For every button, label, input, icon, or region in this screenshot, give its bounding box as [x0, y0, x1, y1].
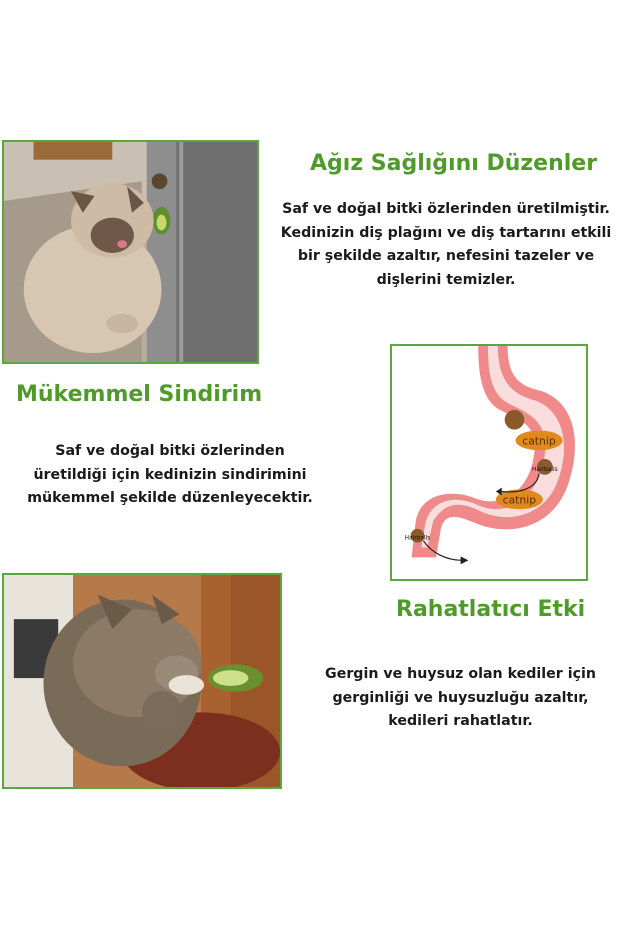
text-line: Kedinizin diş plağını ve diş tartarını etkili: [280, 224, 612, 241]
text-line: gerginliği ve huysuzluğu azaltır,: [332, 689, 589, 706]
text-line: dişlerini temizler.: [376, 271, 516, 288]
oral-health-text: [271, 198, 621, 292]
text-line: üretildiği için kedinizin sindirimini: [33, 466, 307, 483]
catnip-label: catnip: [522, 434, 556, 448]
text-line: mükemmel şekilde düzenleyecektir.: [27, 490, 313, 506]
catnip-label: catnip: [502, 493, 537, 507]
relax-title: Rahatlatıcı Etki: [396, 597, 586, 622]
text-line: bir şekilde azaltır, nefesini tazeler ve: [297, 248, 595, 264]
stomach-diagram: [390, 344, 588, 581]
hairballs-label: Hairballs: [404, 535, 431, 542]
hairballs-label: Hairballs: [532, 466, 558, 473]
digestion-text: [0, 440, 340, 511]
hairball-dot: [505, 410, 525, 430]
cat-licking-toy-photo: [2, 140, 259, 364]
oral-health-title: Ağız Sağlığını Düzenler: [310, 151, 598, 176]
digestion-title: Mükemmel Sindirim: [16, 382, 263, 407]
text-line: kedileri rahatlatır.: [388, 713, 533, 729]
text-line: Saf ve doğal bitki özlerinden üretilmiştir.: [282, 201, 610, 217]
cat-chewing-toy-photo: [2, 573, 282, 789]
text-line: Gergin ve huysuz olan kediler için: [325, 666, 596, 682]
text-line: Saf ve doğal bitki özlerinden: [55, 443, 285, 459]
relax-text: [300, 663, 621, 734]
